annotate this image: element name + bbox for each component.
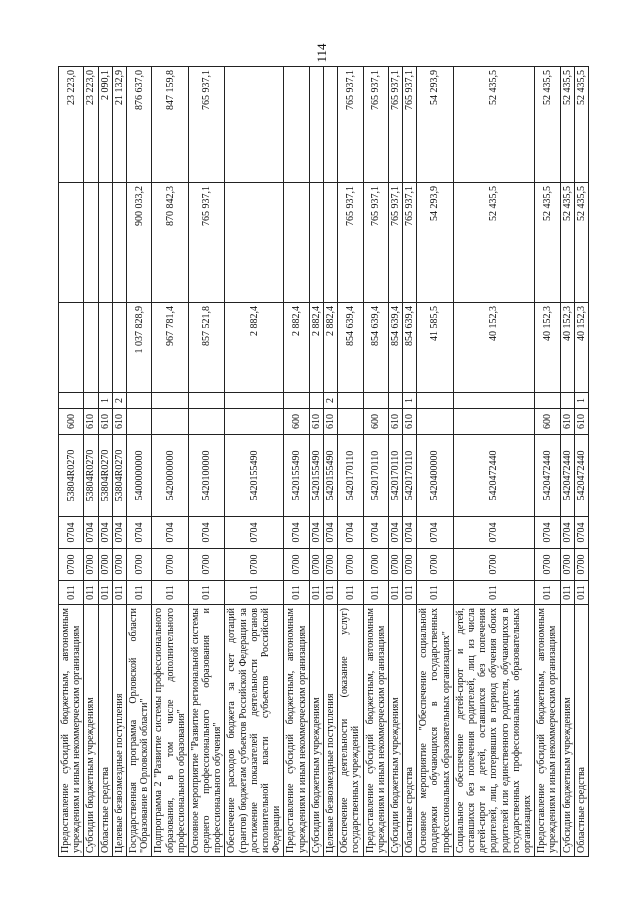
row-name-cell: Обеспечение деятельности (оказание услуг) государственных учреждений (338, 605, 363, 857)
expense-type-code-cell: 610 (574, 409, 588, 435)
subsection-code-cell: 0704 (284, 517, 309, 549)
table-row (363, 67, 388, 857)
target-article-code-cell: 5420155490 (284, 435, 309, 517)
grbs-code-cell: 011 (188, 581, 225, 605)
grbs-code-cell: 011 (323, 581, 337, 605)
expense-type-code-cell: 600 (535, 409, 560, 435)
amount-year-1-cell: 2 882,4 (323, 303, 337, 393)
subsection-code-cell: 0704 (453, 517, 534, 549)
source-code-cell (225, 393, 284, 409)
amount-year-1-cell (98, 303, 112, 393)
row-name-cell: Социальное обеспечение детей-сирот и детей, оставшихся без попечения родителей, лиц из числа детей-сирот и детей, оставшихся без попечения родителей, лиц, потерявших в период обучения обоих родителей или единственного родителя, обучающихся в государственных профессиональных образовательных организациях (453, 605, 534, 857)
subsection-code-cell: 0704 (574, 517, 588, 549)
row-name-cell: Областные средства (574, 605, 588, 857)
grbs-code-cell: 011 (112, 581, 126, 605)
subsection-code-cell: 0704 (126, 517, 151, 549)
amount-year-3-cell (225, 67, 284, 183)
grbs-code-cell: 011 (284, 581, 309, 605)
amount-year-2-cell (284, 183, 309, 303)
target-article-code-cell: 5420170110 (403, 435, 417, 517)
amount-year-2-cell: 52 435,5 (574, 183, 588, 303)
amount-year-1-cell: 2 882,4 (309, 303, 323, 393)
grbs-code-cell: 011 (560, 581, 574, 605)
section-code-cell: 0700 (112, 549, 126, 581)
subsection-code-cell: 0704 (323, 517, 337, 549)
expense-type-code-cell: 600 (284, 409, 309, 435)
row-name-cell: Субсидии бюджетным учреждениям (560, 605, 574, 857)
section-code-cell: 0700 (284, 549, 309, 581)
section-code-cell: 0700 (188, 549, 225, 581)
source-code-cell (309, 393, 323, 409)
amount-year-1-cell: 854 639,4 (338, 303, 363, 393)
budget-table-rotated (58, 67, 586, 857)
source-code-cell (338, 393, 363, 409)
table-row (403, 67, 417, 857)
expense-type-code-cell: 600 (59, 409, 84, 435)
subsection-code-cell: 0704 (59, 517, 84, 549)
row-name-cell: Предоставление субсидий бюджетным, автономным учреждениям и иным некоммерческим организациям (284, 605, 309, 857)
subsection-code-cell: 0704 (309, 517, 323, 549)
amount-year-3-cell: 765 937,1 (403, 67, 417, 183)
page-number-text: 114 (314, 43, 329, 63)
table-row (574, 67, 588, 857)
grbs-code-cell: 011 (225, 581, 284, 605)
amount-year-2-cell: 52 435,5 (535, 183, 560, 303)
source-code-cell (188, 393, 225, 409)
amount-year-2-cell (309, 183, 323, 303)
amount-year-3-cell: 876 637,0 (126, 67, 151, 183)
expense-type-code-cell (417, 409, 454, 435)
amount-year-1-cell: 1 037 828,9 (126, 303, 151, 393)
expense-type-code-cell: 610 (98, 409, 112, 435)
section-code-cell: 0700 (98, 549, 112, 581)
amount-year-3-cell: 765 937,1 (188, 67, 225, 183)
budget-table (58, 66, 589, 857)
amount-year-1-cell (59, 303, 84, 393)
expense-type-code-cell (338, 409, 363, 435)
target-article-code-cell: 5420472440 (574, 435, 588, 517)
amount-year-1-cell: 854 639,4 (388, 303, 402, 393)
amount-year-3-cell: 765 937,1 (363, 67, 388, 183)
source-code-cell (417, 393, 454, 409)
row-name-cell: Областные средства (98, 605, 112, 857)
subsection-code-cell: 0704 (225, 517, 284, 549)
amount-year-3-cell: 52 435,5 (560, 67, 574, 183)
section-code-cell: 0700 (388, 549, 402, 581)
grbs-code-cell: 011 (309, 581, 323, 605)
section-code-cell: 0700 (84, 549, 98, 581)
amount-year-2-cell: 54 293,9 (417, 183, 454, 303)
row-name-cell: Основное мероприятие "Обеспечение социальной поддержки обучающихся в государственных профессиональных образовательных организациях" (417, 605, 454, 857)
target-article-code-cell: 5420155490 (225, 435, 284, 517)
row-name-cell: Субсидии бюджетным учреждениям (309, 605, 323, 857)
section-code-cell: 0700 (535, 549, 560, 581)
subsection-code-cell: 0704 (84, 517, 98, 549)
amount-year-2-cell (323, 183, 337, 303)
target-article-code-cell: 5400000000 (126, 435, 151, 517)
source-code-cell: 2 (112, 393, 126, 409)
grbs-code-cell: 011 (59, 581, 84, 605)
target-article-code-cell: 53804R0270 (84, 435, 98, 517)
section-code-cell: 0700 (403, 549, 417, 581)
amount-year-1-cell: 2 882,4 (284, 303, 309, 393)
expense-type-code-cell (126, 409, 151, 435)
grbs-code-cell: 011 (338, 581, 363, 605)
source-code-cell (84, 393, 98, 409)
amount-year-3-cell (284, 67, 309, 183)
grbs-code-cell: 011 (84, 581, 98, 605)
row-name-cell: Субсидии бюджетным учреждениям (388, 605, 402, 857)
target-article-code-cell: 5420155490 (309, 435, 323, 517)
target-article-code-cell: 5420170110 (388, 435, 402, 517)
amount-year-3-cell: 54 293,9 (417, 67, 454, 183)
row-name-cell: Предоставление субсидий бюджетным, автономным учреждениям и иным некоммерческим организациям (535, 605, 560, 857)
amount-year-2-cell (98, 183, 112, 303)
target-article-code-cell: 5420472440 (560, 435, 574, 517)
row-name-cell: Подпрограмма 2 "Развитие системы профессионального образования, в том числе дополнительного профессионального образования" (152, 605, 189, 857)
table-row (560, 67, 574, 857)
table-row (323, 67, 337, 857)
row-name-cell: Государственная программа Орловской области "Образование в Орловской области" (126, 605, 151, 857)
table-row (59, 67, 84, 857)
expense-type-code-cell: 610 (403, 409, 417, 435)
section-code-cell: 0700 (574, 549, 588, 581)
grbs-code-cell: 011 (152, 581, 189, 605)
grbs-code-cell: 011 (126, 581, 151, 605)
amount-year-3-cell: 765 937,1 (388, 67, 402, 183)
section-code-cell: 0700 (126, 549, 151, 581)
amount-year-3-cell: 847 159,8 (152, 67, 189, 183)
amount-year-3-cell (323, 67, 337, 183)
section-code-cell: 0700 (323, 549, 337, 581)
target-article-code-cell: 5420170110 (363, 435, 388, 517)
grbs-code-cell: 011 (417, 581, 454, 605)
table-row (126, 67, 151, 857)
amount-year-3-cell: 52 435,5 (453, 67, 534, 183)
source-code-cell: 1 (574, 393, 588, 409)
amount-year-1-cell: 967 781,4 (152, 303, 189, 393)
amount-year-3-cell: 52 435,5 (535, 67, 560, 183)
amount-year-1-cell: 40 152,3 (574, 303, 588, 393)
subsection-code-cell: 0704 (417, 517, 454, 549)
subsection-code-cell: 0704 (98, 517, 112, 549)
expense-type-code-cell: 610 (323, 409, 337, 435)
table-row (98, 67, 112, 857)
source-code-cell (535, 393, 560, 409)
expense-type-code-cell (453, 409, 534, 435)
grbs-code-cell: 011 (574, 581, 588, 605)
table-row (284, 67, 309, 857)
subsection-code-cell: 0704 (188, 517, 225, 549)
amount-year-1-cell (84, 303, 98, 393)
expense-type-code-cell: 610 (309, 409, 323, 435)
target-article-code-cell: 5420100000 (188, 435, 225, 517)
target-article-code-cell: 5420155490 (323, 435, 337, 517)
section-code-cell: 0700 (225, 549, 284, 581)
source-code-cell (560, 393, 574, 409)
expense-type-code-cell: 610 (84, 409, 98, 435)
table-row (309, 67, 323, 857)
table-row (453, 67, 534, 857)
source-code-cell (59, 393, 84, 409)
amount-year-2-cell (112, 183, 126, 303)
section-code-cell: 0700 (453, 549, 534, 581)
row-name-cell: Субсидии бюджетным учреждениям (84, 605, 98, 857)
amount-year-3-cell: 23 223,0 (59, 67, 84, 183)
source-code-cell (363, 393, 388, 409)
amount-year-2-cell: 765 937,1 (188, 183, 225, 303)
expense-type-code-cell (225, 409, 284, 435)
section-code-cell: 0700 (338, 549, 363, 581)
amount-year-1-cell: 40 152,3 (453, 303, 534, 393)
expense-type-code-cell: 610 (560, 409, 574, 435)
amount-year-2-cell (59, 183, 84, 303)
target-article-code-cell: 5420000000 (152, 435, 189, 517)
source-code-cell (152, 393, 189, 409)
expense-type-code-cell (152, 409, 189, 435)
table-row (338, 67, 363, 857)
amount-year-1-cell: 40 152,3 (535, 303, 560, 393)
amount-year-2-cell: 765 937,1 (388, 183, 402, 303)
table-row (225, 67, 284, 857)
target-article-code-cell: 5420170110 (338, 435, 363, 517)
budget-table-body (59, 67, 589, 857)
target-article-code-cell: 53804R0270 (112, 435, 126, 517)
source-code-cell (388, 393, 402, 409)
row-name-cell: Обеспечение расходов бюджета за счет дотаций (грантов) бюджетам субъектов Российской Федерации за достижение показателей деятельности органов исполнительной власти субъектов Российской Федерации (225, 605, 284, 857)
target-article-code-cell: 5420472440 (535, 435, 560, 517)
amount-year-1-cell: 41 585,5 (417, 303, 454, 393)
table-row (188, 67, 225, 857)
source-code-cell (126, 393, 151, 409)
source-code-cell (284, 393, 309, 409)
amount-year-2-cell: 52 435,5 (453, 183, 534, 303)
amount-year-2-cell (225, 183, 284, 303)
subsection-code-cell: 0704 (388, 517, 402, 549)
source-code-cell (453, 393, 534, 409)
section-code-cell: 0700 (309, 549, 323, 581)
amount-year-2-cell: 765 937,1 (338, 183, 363, 303)
source-code-cell: 1 (98, 393, 112, 409)
subsection-code-cell: 0704 (363, 517, 388, 549)
target-article-code-cell: 53804R0270 (98, 435, 112, 517)
row-name-cell: Целевые безвозмездные поступления (323, 605, 337, 857)
row-name-cell: Целевые безвозмездные поступления (112, 605, 126, 857)
table-row (417, 67, 454, 857)
expense-type-code-cell: 610 (112, 409, 126, 435)
amount-year-3-cell: 23 223,0 (84, 67, 98, 183)
subsection-code-cell: 0704 (535, 517, 560, 549)
subsection-code-cell: 0704 (112, 517, 126, 549)
row-name-cell: Предоставление субсидий бюджетным, автономным учреждениям и иным некоммерческим организациям (363, 605, 388, 857)
amount-year-3-cell: 52 435,5 (574, 67, 588, 183)
amount-year-3-cell: 765 937,1 (338, 67, 363, 183)
table-row (84, 67, 98, 857)
expense-type-code-cell (188, 409, 225, 435)
subsection-code-cell: 0704 (152, 517, 189, 549)
section-code-cell: 0700 (363, 549, 388, 581)
amount-year-3-cell: 2 090,1 (98, 67, 112, 183)
table-row (152, 67, 189, 857)
section-code-cell: 0700 (59, 549, 84, 581)
amount-year-3-cell (309, 67, 323, 183)
section-code-cell: 0700 (417, 549, 454, 581)
grbs-code-cell: 011 (388, 581, 402, 605)
amount-year-1-cell: 857 521,8 (188, 303, 225, 393)
grbs-code-cell: 011 (363, 581, 388, 605)
row-name-cell: Предоставление субсидий бюджетным, автономным учреждениям и иным некоммерческим организациям (59, 605, 84, 857)
expense-type-code-cell: 600 (363, 409, 388, 435)
amount-year-2-cell: 765 937,1 (403, 183, 417, 303)
amount-year-1-cell (112, 303, 126, 393)
section-code-cell: 0700 (560, 549, 574, 581)
table-row (388, 67, 402, 857)
table-row (112, 67, 126, 857)
expense-type-code-cell: 610 (388, 409, 402, 435)
target-article-code-cell: 53804R0270 (59, 435, 84, 517)
target-article-code-cell: 5420400000 (417, 435, 454, 517)
amount-year-2-cell: 52 435,5 (560, 183, 574, 303)
grbs-code-cell: 011 (453, 581, 534, 605)
amount-year-2-cell: 900 033,2 (126, 183, 151, 303)
amount-year-2-cell: 870 842,3 (152, 183, 189, 303)
amount-year-2-cell: 765 937,1 (363, 183, 388, 303)
amount-year-3-cell: 21 132,9 (112, 67, 126, 183)
amount-year-1-cell: 40 152,3 (560, 303, 574, 393)
amount-year-1-cell: 2 882,4 (225, 303, 284, 393)
subsection-code-cell: 0704 (560, 517, 574, 549)
row-name-cell: Основное мероприятие "Развитие региональной системы среднего профессионального образования и профессионального обучения" (188, 605, 225, 857)
grbs-code-cell: 011 (98, 581, 112, 605)
target-article-code-cell: 5420472440 (453, 435, 534, 517)
grbs-code-cell: 011 (535, 581, 560, 605)
amount-year-1-cell: 854 639,4 (403, 303, 417, 393)
source-code-cell: 2 (323, 393, 337, 409)
subsection-code-cell: 0704 (338, 517, 363, 549)
subsection-code-cell: 0704 (403, 517, 417, 549)
row-name-cell: Областные средства (403, 605, 417, 857)
table-row (535, 67, 560, 857)
amount-year-1-cell: 854 639,4 (363, 303, 388, 393)
amount-year-2-cell (84, 183, 98, 303)
section-code-cell: 0700 (152, 549, 189, 581)
grbs-code-cell: 011 (403, 581, 417, 605)
source-code-cell: 1 (403, 393, 417, 409)
